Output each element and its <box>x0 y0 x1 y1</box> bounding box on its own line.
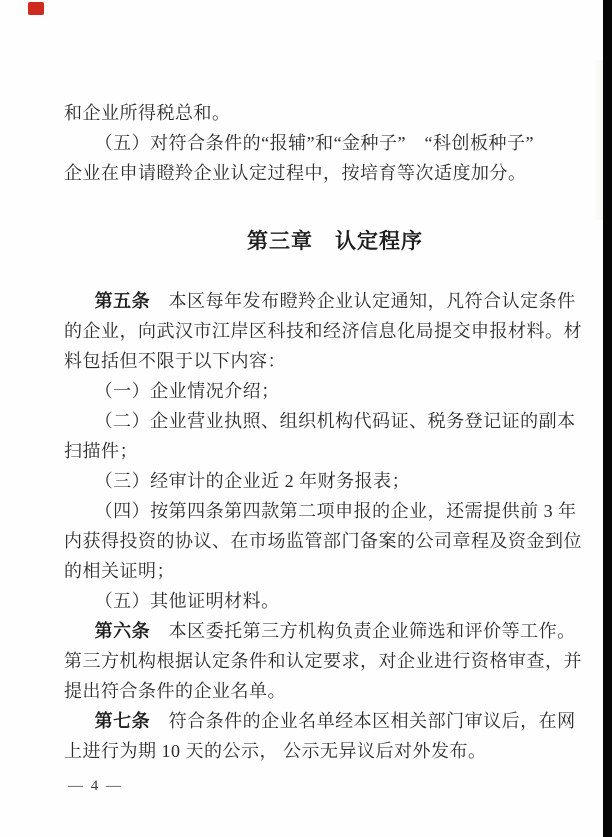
text-line <box>64 466 570 496</box>
article-number: 第五条 <box>94 291 151 311</box>
line-text: （五）其他证明材料。 <box>94 591 280 611</box>
line-text: 企业在申请瞪羚企业认定过程中，按培育等次适度加分。 <box>64 163 527 183</box>
article-number: 第六条 <box>94 621 151 641</box>
page-number: — 4 — <box>68 778 123 794</box>
text-line <box>64 616 576 646</box>
line-text: 提出符合条件的企业名单。 <box>64 681 286 701</box>
text-line <box>64 736 570 766</box>
text-line <box>64 496 577 526</box>
document-body <box>64 98 582 795</box>
line-text: （三）经审计的企业近 2 年财务报表； <box>94 471 411 491</box>
text-line <box>64 556 570 586</box>
text-line <box>64 158 570 188</box>
line-text: （一）企业情况介绍； <box>94 381 280 401</box>
text-line <box>64 286 576 316</box>
text-line <box>64 586 570 616</box>
line-text: 第三方机构根据认定条件和认定要求，对企业进行资格审查，并 <box>64 651 582 671</box>
line-text: 本区每年发布瞪羚企业认定通知，凡符合认定条件 <box>150 291 576 311</box>
line-text: （二）企业营业执照、组织机构代码证、税务登记证的副本 <box>94 411 576 431</box>
line-text: 上进行为期 10 天的公示， 公示无异议后对外发布。 <box>64 741 487 761</box>
article-number: 第七条 <box>94 711 151 731</box>
text-line <box>64 646 582 676</box>
line-text: 符合条件的企业名单经本区相关部门审议后，在网 <box>150 711 576 731</box>
line-text: 料包括但不限于以下内容： <box>64 351 286 371</box>
text-line <box>64 526 582 556</box>
line-text: 内获得投资的协议、在市场监管部门备案的公司章程及资金到位 <box>64 531 582 551</box>
text-line <box>64 376 570 406</box>
text-line <box>64 346 570 376</box>
line-text: 扫描件； <box>64 441 138 461</box>
chapter-heading: 第三章 认定程序 <box>247 229 423 253</box>
line-text: 本区委托第三方机构负责企业筛选和评价等工作。 <box>150 621 576 641</box>
text-line <box>64 406 576 436</box>
text-line <box>64 676 570 706</box>
line-text: 和企业所得税总和。 <box>64 103 231 123</box>
line-text: （五）对符合条件的“报辅”和“金种子” “科创板种子” <box>94 133 535 153</box>
scan-edge-bar <box>603 0 612 837</box>
text-line <box>64 706 576 736</box>
text-line <box>64 98 570 128</box>
text-line <box>64 128 570 158</box>
text-line <box>64 316 582 346</box>
line-text: 的相关证明； <box>64 561 175 581</box>
text-line <box>64 436 570 466</box>
line-text: （四）按第四条第四款第二项申报的企业，还需提供前 3 年 <box>94 501 577 521</box>
scan-shading <box>593 60 603 220</box>
line-text: 的企业，向武汉市江岸区科技和经济信息化局提交申报材料。材 <box>64 321 582 341</box>
red-stamp-mark <box>28 2 44 15</box>
